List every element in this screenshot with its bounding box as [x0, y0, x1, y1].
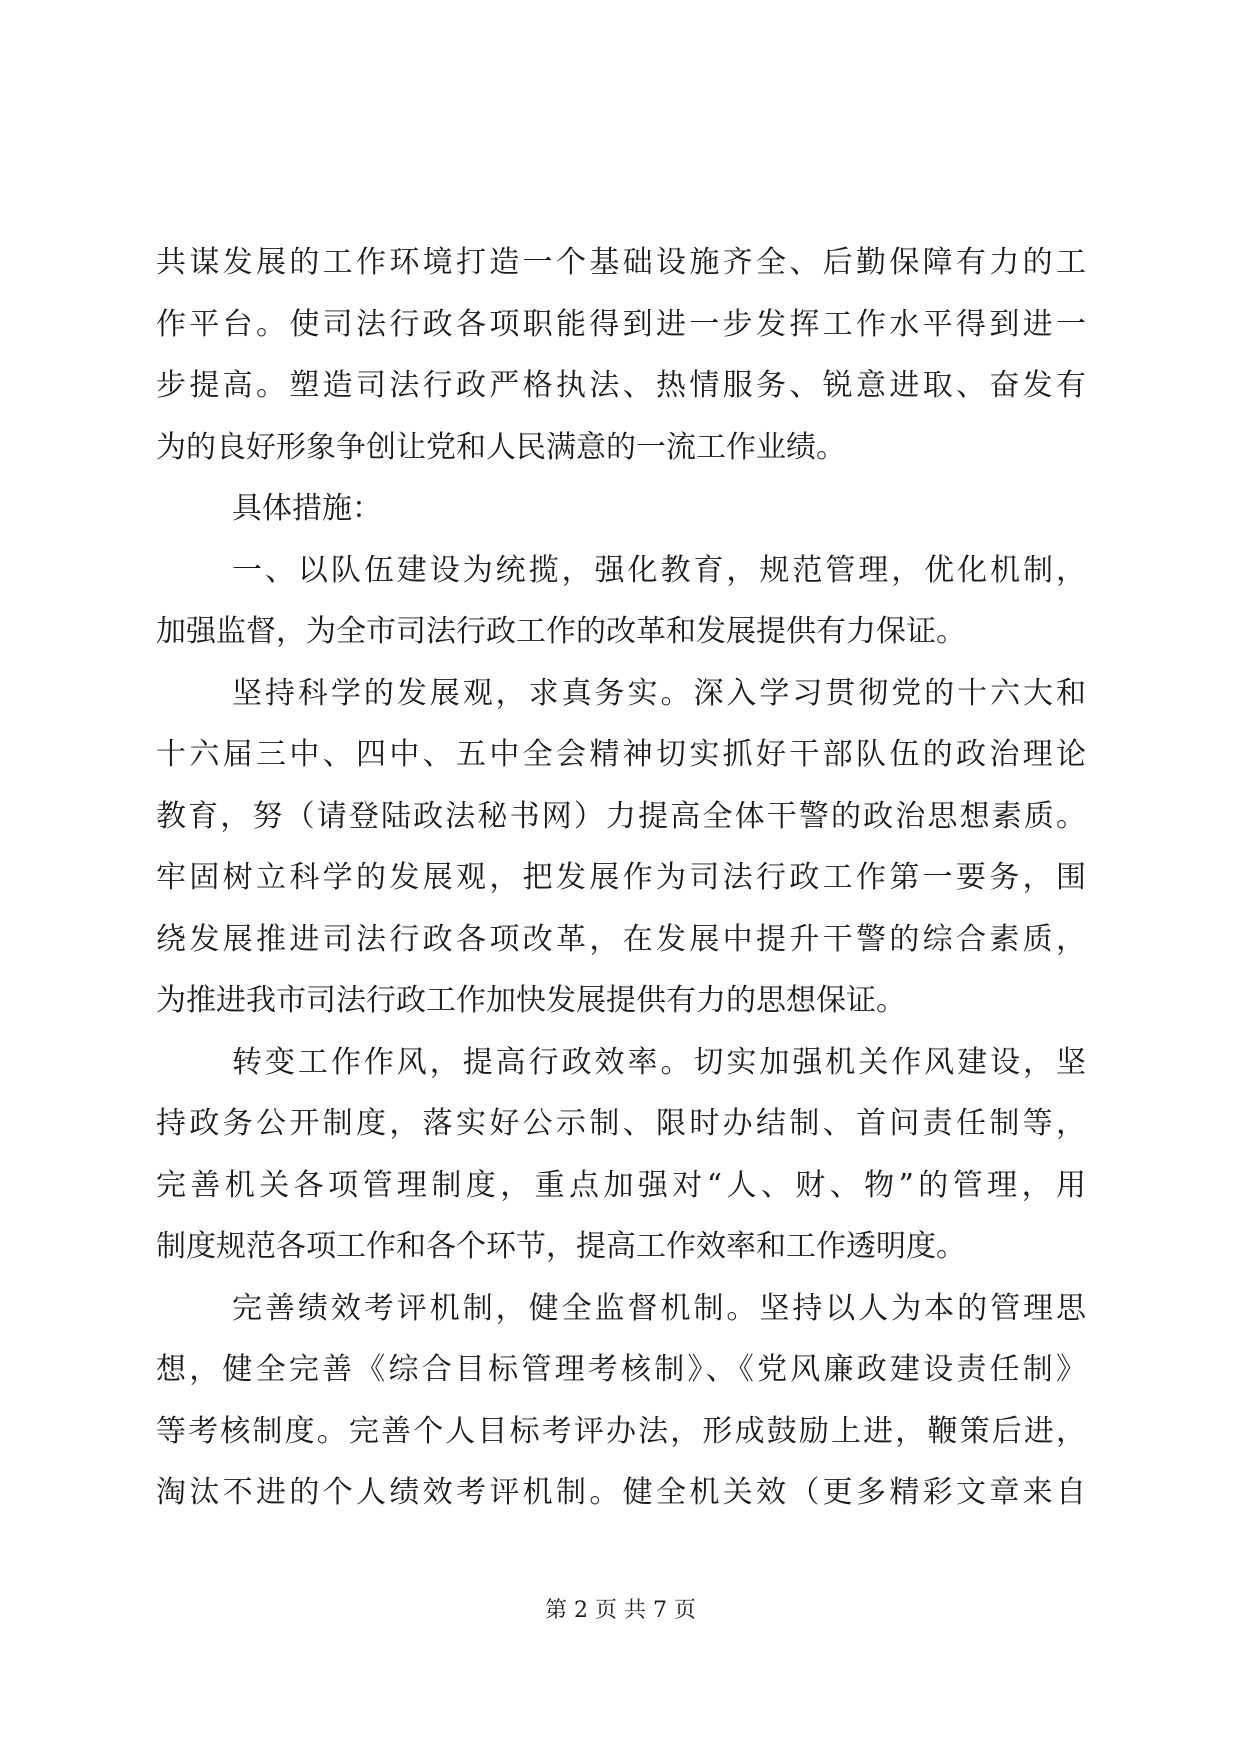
text-line: 加强监督，为全市司法行政工作的改革和发展提供有力保证。 [156, 614, 966, 649]
text-line: 步提高。塑造司法行政严格执法、热情服务、锐意进取、奋发有 [156, 368, 1086, 403]
document-body [156, 232, 1086, 1524]
text-line: 为推进我市司法行政工作加快发展提供有力的思想保证。 [156, 983, 906, 1018]
text-line: 作平台。使司法行政各项职能得到进一步发挥工作水平得到进一 [156, 306, 1086, 342]
text-line: 坚持科学的发展观，求真务实。深入学习贯彻党的十六大和 [232, 675, 1086, 711]
text-line: 转变工作作风，提高行政效率。切实加强机关作风建设，坚 [232, 1044, 1086, 1080]
text-line: 绕发展推进司法行政各项改革，在发展中提升干警的综合素质， [156, 921, 1086, 957]
page-footer: 第 2 页 共 7 页 [545, 1598, 696, 1623]
text-line: 等考核制度。完善个人目标考评办法，形成鼓励上进，鞭策后进， [156, 1413, 1086, 1449]
text-line: 一、以队伍建设为统揽，强化教育，规范管理，优化机制， [232, 552, 1086, 588]
text-line: 共谋发展的工作环境打造一个基础设施齐全、后勤保障有力的工 [156, 245, 1086, 280]
text-line: 持政务公开制度，落实好公示制、限时办结制、首问责任制等， [156, 1106, 1086, 1141]
text-line: 具体措施： [232, 491, 382, 526]
text-line: 完善绩效考评机制，健全监督机制。坚持以人为本的管理思 [232, 1290, 1086, 1326]
text-line: 制度规范各项工作和各个环节，提高工作效率和工作透明度。 [156, 1229, 966, 1264]
text-line: 教育，努（请登陆政法秘书网）力提高全体干警的政治思想素质。 [156, 798, 1086, 834]
text-line: 十六届三中、四中、五中全会精神切实抓好干部队伍的政治理论 [156, 737, 1086, 772]
text-line: 淘汰不进的个人绩效考评机制。健全机关效（更多精彩文章来自 [156, 1475, 1086, 1510]
text-line: 为的良好形象争创让党和人民满意的一流工作业绩。 [156, 429, 846, 465]
text-line: 完善机关各项管理制度，重点加强对“人、财、物”的管理，用 [156, 1167, 1086, 1203]
text-line: 牢固树立科学的发展观，把发展作为司法行政工作第一要务，围 [156, 860, 1086, 895]
text-line: 想，健全完善《综合目标管理考核制》、《党风廉政建设责任制》 [156, 1352, 1086, 1387]
